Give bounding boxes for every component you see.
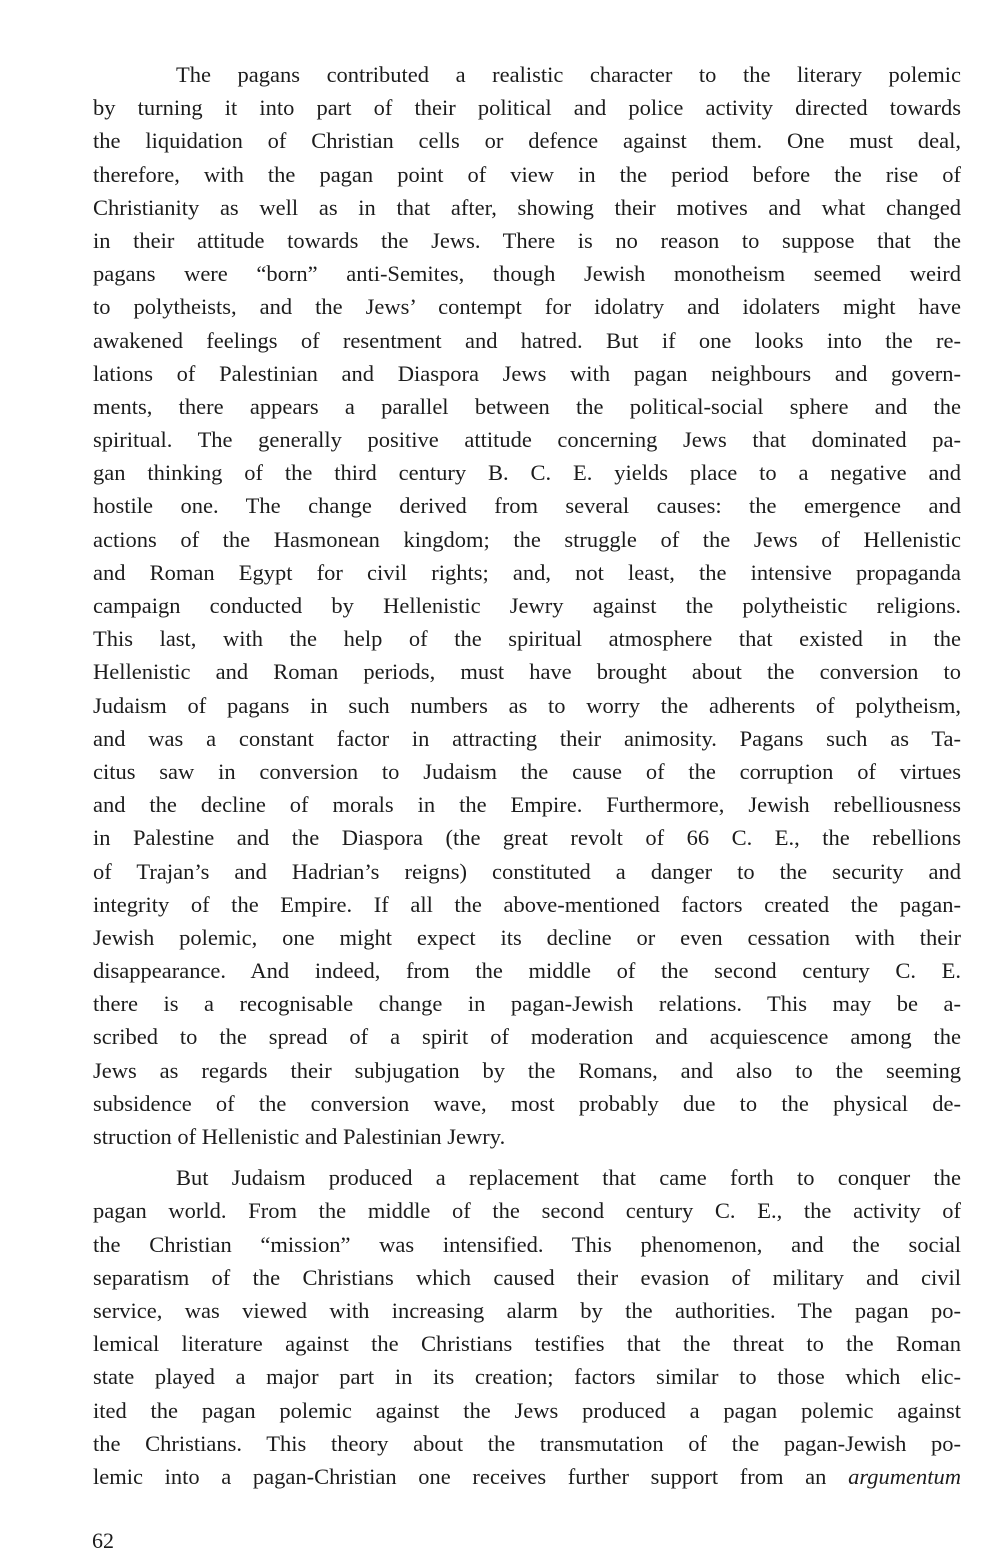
text-line: pagan world. From the middle of the second century C. E., the activity of bbox=[93, 1198, 961, 1224]
text-line: hostile one. The change derived from several causes: the emergence and bbox=[93, 493, 961, 519]
text-line: state played a major part in its creation; factors similar to those which elic- bbox=[93, 1364, 961, 1390]
text-line: awakened feelings of resentment and hatred. But if one looks into the re- bbox=[93, 327, 961, 353]
text-line: Jews as regards their subjugation by the Romans, and also to the seeming bbox=[93, 1057, 961, 1083]
text-line: Jewish polemic, one might expect its decline or even cessation with their bbox=[93, 924, 961, 950]
text-line: Christianity as well as in that after, showing their motives and what changed bbox=[93, 194, 961, 220]
text-line: scribed to the spread of a spirit of moderation and acquiescence among the bbox=[93, 1024, 961, 1050]
text-line: by turning it into part of their political and police activity directed towards bbox=[93, 95, 961, 121]
text-line: subsidence of the conversion wave, most probably due to the physical de- bbox=[93, 1090, 961, 1116]
text-line: service, was viewed with increasing alarm by the authorities. The pagan po- bbox=[93, 1297, 961, 1323]
text-line: pagans were “born” anti-Semites, though Jewish monotheism seemed weird bbox=[93, 261, 961, 287]
italic-term: argumentum bbox=[848, 1463, 961, 1489]
final-text-line bbox=[93, 1460, 961, 1493]
text-line: in their attitude towards the Jews. There is no reason to suppose that the bbox=[93, 227, 961, 253]
text-line: separatism of the Christians which caused their evasion of military and civil bbox=[93, 1264, 961, 1290]
text-line: ments, there appears a parallel between the political-social sphere and the bbox=[93, 393, 961, 419]
text-line: in Palestine and the Diaspora (the great revolt of 66 C. E., the rebellions bbox=[93, 825, 961, 851]
text-line: actions of the Hasmonean kingdom; the struggle of the Jews of Hellenistic bbox=[93, 526, 961, 552]
text-line: disappearance. And indeed, from the middle of the second century C. E. bbox=[93, 958, 961, 984]
final-line-text: lemic into a pagan-Christian one receives further support from an bbox=[93, 1463, 827, 1489]
text-line: and the decline of morals in the Empire. Furthermore, Jewish rebelliousness bbox=[93, 792, 961, 818]
text-line: lations of Palestinian and Diaspora Jews with pagan neighbours and govern- bbox=[93, 360, 961, 386]
text-line: therefore, with the pagan point of view in the period before the rise of bbox=[93, 161, 961, 187]
body-text bbox=[93, 58, 961, 1493]
text-line: spiritual. The generally positive attitude concerning Jews that dominated pa- bbox=[93, 427, 961, 453]
text-line: and was a constant factor in attracting their animosity. Pagans such as Ta- bbox=[93, 725, 961, 751]
text-line: This last, with the help of the spiritual atmosphere that existed in the bbox=[93, 626, 961, 652]
paragraph-1 bbox=[93, 58, 961, 1153]
text-line: citus saw in conversion to Judaism the cause of the corruption of virtues bbox=[93, 758, 961, 784]
text-line: lemical literature against the Christians testifies that the threat to the Roman bbox=[93, 1331, 961, 1357]
text-line: there is a recognisable change in pagan-Jewish relations. This may be a- bbox=[93, 991, 961, 1017]
text-line: campaign conducted by Hellenistic Jewry against the polytheistic religions. bbox=[93, 593, 961, 618]
text-line: of Trajan’s and Hadrian’s reigns) constituted a danger to the security and bbox=[93, 858, 961, 884]
text-line: and Roman Egypt for civil rights; and, not least, the intensive propaganda bbox=[93, 559, 961, 585]
text-line: the Christian “mission” was intensified. This phenomenon, and the social bbox=[93, 1231, 961, 1257]
page-number: 62 bbox=[92, 1528, 114, 1553]
text-line: integrity of the Empire. If all the above-mentioned factors created the pagan- bbox=[93, 891, 961, 917]
text-line: Hellenistic and Roman periods, must have brought about the conversion to bbox=[93, 659, 961, 685]
text-line: to polytheists, and the Jews’ contempt for idolatry and idolaters might have bbox=[93, 294, 961, 320]
text-line: But Judaism produced a replacement that came forth to conquer the bbox=[176, 1165, 961, 1191]
text-line: ited the pagan polemic against the Jews produced a pagan polemic against bbox=[93, 1397, 961, 1423]
text-line: the liquidation of Christian cells or defence against them. One must deal, bbox=[93, 128, 961, 154]
text-line: struction of Hellenistic and Palestinian Jewry. bbox=[93, 1124, 506, 1149]
text-line: the Christians. This theory about the transmutation of the pagan-Jewish po- bbox=[93, 1430, 961, 1456]
text-line: The pagans contributed a realistic character to the literary polemic bbox=[176, 62, 961, 87]
paragraph-gap bbox=[93, 1153, 961, 1161]
text-line: Judaism of pagans in such numbers as to worry the adherents of polytheism, bbox=[93, 692, 961, 718]
paragraph-2 bbox=[93, 1161, 961, 1493]
text-line: gan thinking of the third century B. C. E. yields place to a negative and bbox=[93, 460, 961, 486]
